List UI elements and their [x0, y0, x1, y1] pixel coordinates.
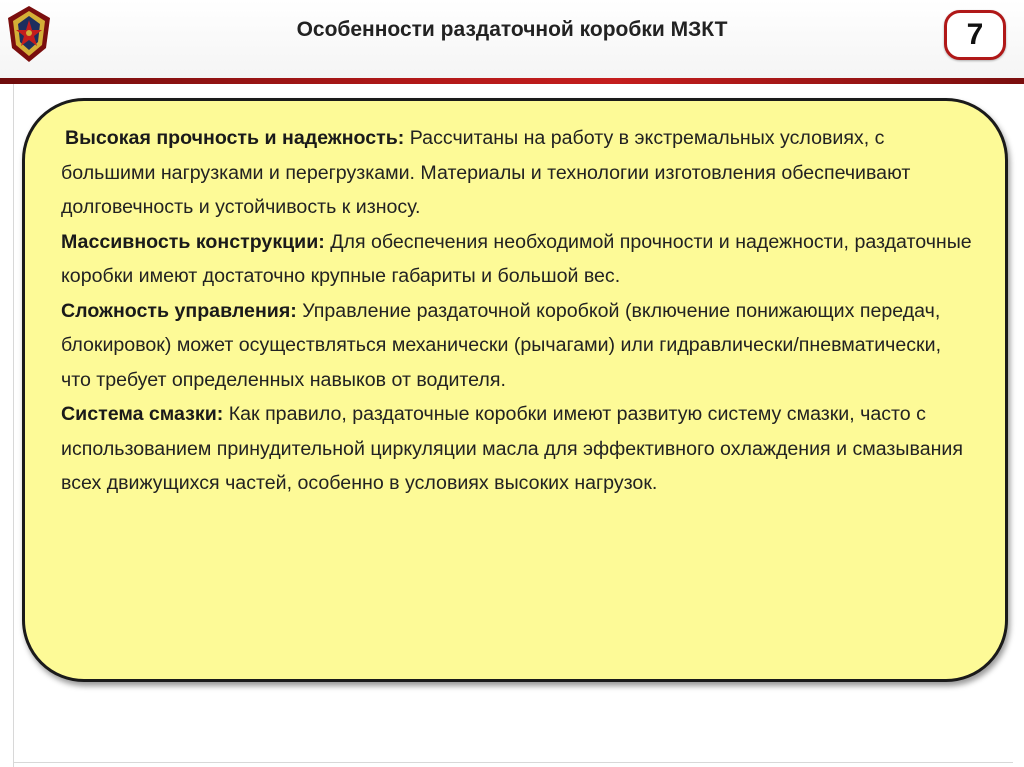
feature-label: Система смазки: — [61, 403, 224, 425]
page-number-badge: 7 — [944, 10, 1006, 60]
feature-paragraph-strength — [61, 121, 973, 225]
left-border-line — [13, 84, 14, 767]
feature-text: Управление раздаточной коробкой (включение понижающих передач, блокировок) может осуществляться механически (рычагами) или гидравлически/пневматически, что требует определенных навыков от водителя. — [61, 299, 942, 391]
feature-text: Для обеспечения необходимой прочности и надежности, раздаточные коробки имеют достаточно крупные габариты и большой вес. — [61, 230, 972, 287]
feature-paragraph-massiveness — [61, 225, 973, 294]
feature-label: Массивность конструкции: — [61, 230, 325, 253]
page-title: Особенности раздаточной коробки МЗКТ — [296, 18, 728, 41]
content-card — [22, 98, 1008, 682]
header-divider — [0, 78, 1024, 84]
feature-label: Высокая прочность и надежность: — [65, 127, 405, 149]
feature-label: Сложность управления: — [61, 299, 297, 322]
feature-text: Как правило, раздаточные коробки имеют развитую систему смазки, часто с использованием принудительной циркуляции масла для эффективного охлаждения и смазывания всех движущихся частей, особенно в условиях высоких нагрузок. — [61, 403, 963, 494]
bottom-border-line — [13, 762, 1013, 763]
feature-paragraph-control — [61, 294, 973, 398]
slide-header — [0, 0, 1024, 80]
feature-text: Рассчитаны на работу в экстремальных условиях, с большими нагрузками и перегрузками. Материалы и технологии изготовления обеспечивают долговечность и устойчивость к износу. — [61, 127, 911, 218]
feature-paragraph-lubrication — [61, 397, 973, 501]
